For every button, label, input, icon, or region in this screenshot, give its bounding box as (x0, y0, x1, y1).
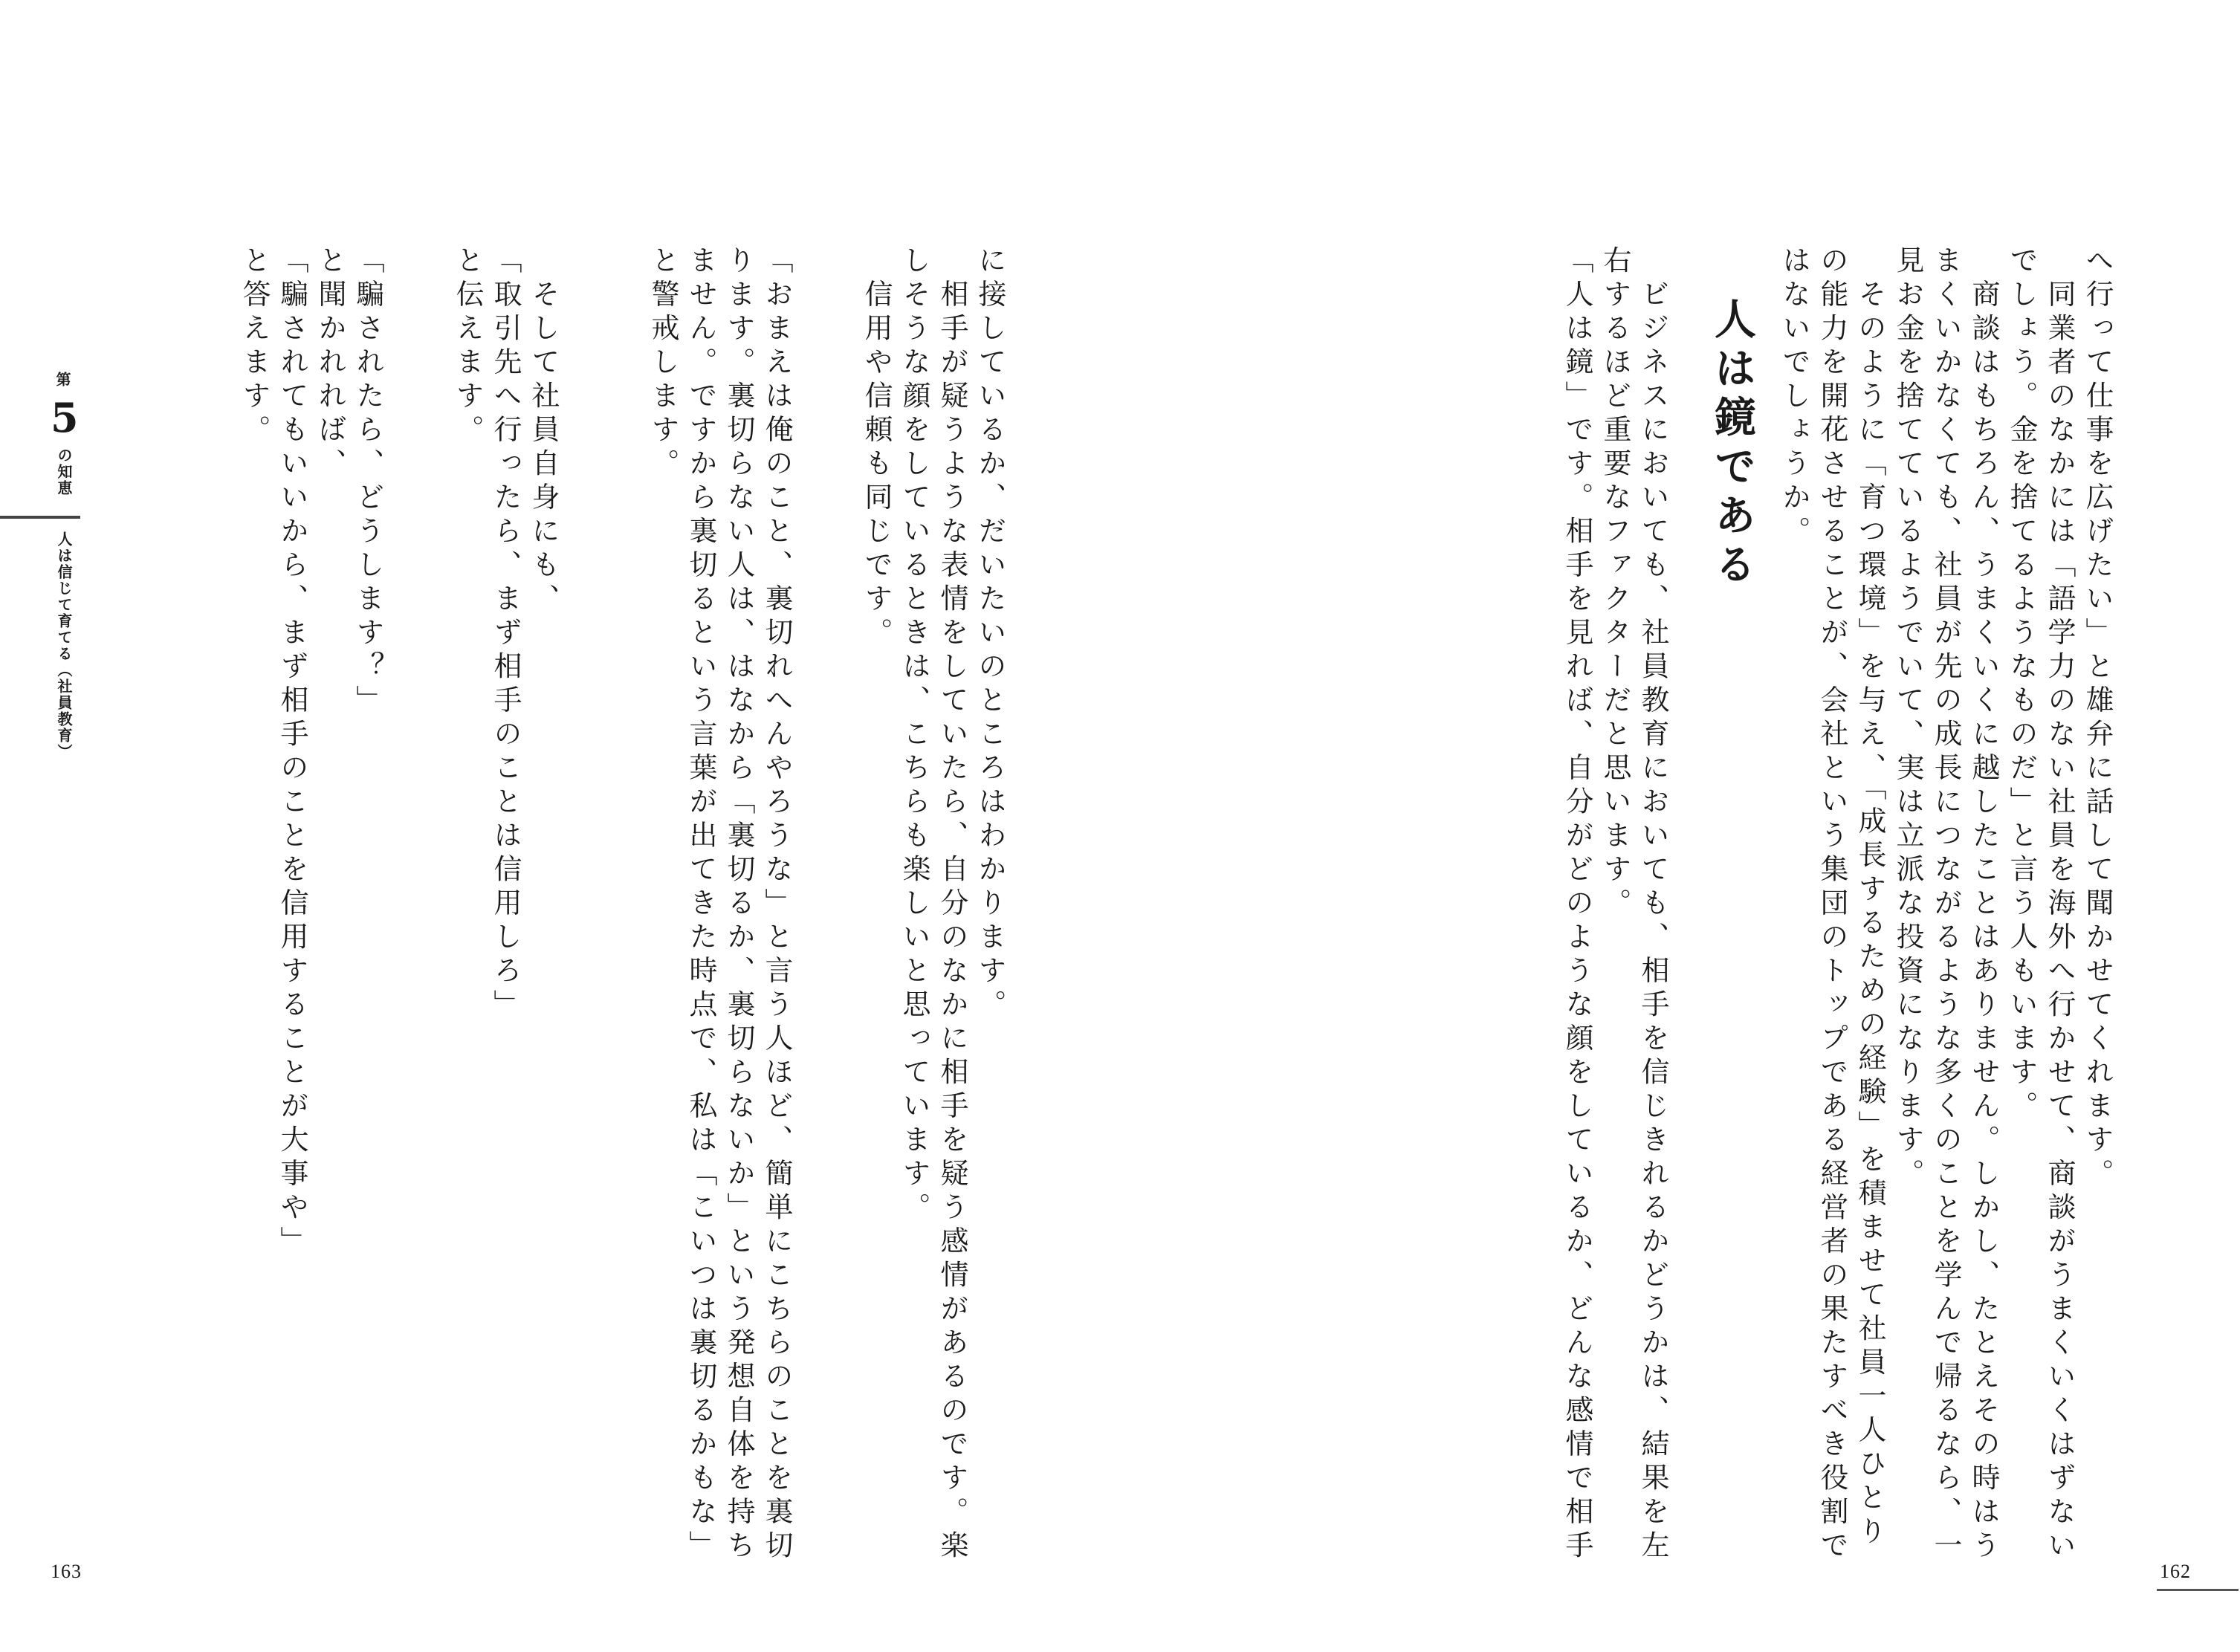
text-column: と聞かれれば、 (314, 245, 346, 482)
chapter-suffix: の知恵 (55, 447, 73, 496)
text-column: 右するほど重要なファクターだと思います。 (1599, 245, 1631, 921)
running-head (0, 0, 82, 1652)
text-column: と警戒します。 (647, 245, 679, 482)
text-column: そして社員自身にも、 (527, 245, 560, 618)
chapter-prefix: 第 (54, 372, 71, 386)
text-column: 「騙されてもいいから、まず相手のことを信用することが大事や」 (276, 245, 308, 1260)
text-column: 信用や信頼も同じです。 (860, 245, 893, 651)
text-column: と答えます。 (238, 245, 271, 448)
chapter-title: 人は信じて育てる（社員教育） (55, 531, 73, 760)
text-column: 見お金を捨てているようでいて、実は立派な投資になります。 (1891, 245, 1924, 1192)
section-heading: 人は鏡である (1708, 297, 1756, 592)
text-column: まくいかなくても、社員が先の成長につながるような多くのことを学んで帰るなら、一 (1929, 245, 1962, 1564)
running-head-rule (0, 516, 80, 519)
text-column: ビジネスにおいても、社員教育においても、相手を信じきれるかどうかは、結果を左 (1637, 245, 1669, 1564)
chapter-number: 5 (51, 394, 79, 441)
text-column: 同業者のなかには「語学力のない社員を海外へ行かせて、商談がうまくいくはずない (2043, 245, 2076, 1564)
text-column: へ行って仕事を広げたい」と雄弁に話して聞かせてくれます。 (2081, 245, 2114, 1192)
text-column: そのように「育つ環境」を与え、「成長するための経験」を積ませて社員一人ひとり (1854, 245, 1886, 1550)
text-column: ります。裏切らない人は、はなから「裏切るか、裏切らないか」という発想自体を持ち (722, 245, 755, 1564)
text-column: しそうな顔をしているときは、こちらも楽しいと思っています。 (898, 245, 930, 1226)
text-column: 商談はもちろん、うまくいくに越したことはありません。しかし、たとえその時はう (1967, 245, 2000, 1564)
text-column: でしょう。金を捨てるようなものだ」と言う人もいます。 (2005, 245, 2038, 1124)
text-column: の能力を開花させることが、会社という集団のトップである経営者の果たすべき役割で (1816, 245, 1848, 1564)
text-column: ません。ですから裏切るという言葉が出てきた時点で、私は「こいつは裏切るかもな」 (684, 245, 717, 1564)
page-number: 162 (2160, 1561, 2191, 1582)
text-column: に接しているか、だいたいのところはわかります。 (974, 245, 1006, 1023)
text-column: はないでしょうか。 (1778, 245, 1810, 550)
text-column: と伝えます。 (451, 245, 484, 448)
text-column: 「取引先へ行ったら、まず相手のことは信用しろ」 (489, 245, 522, 1023)
text-column: 相手が疑うような表情をしていたら、自分のなかに相手を疑う感情があるのです。楽 (936, 245, 968, 1564)
page-number: 163 (51, 1561, 82, 1582)
page-162 (1120, 0, 2240, 1652)
text-column: 「おまえは俺のこと、裏切れへんやろうな」と言う人ほど、簡単にこちらのことを裏切 (760, 245, 793, 1564)
text-column: 「騙されたら、どうします？」 (352, 245, 384, 719)
folio-rule (2157, 1589, 2239, 1591)
text-column: 「人は鏡」です。相手を見れば、自分がどのような顔をしているか、どんな感情で相手 (1561, 245, 1593, 1564)
